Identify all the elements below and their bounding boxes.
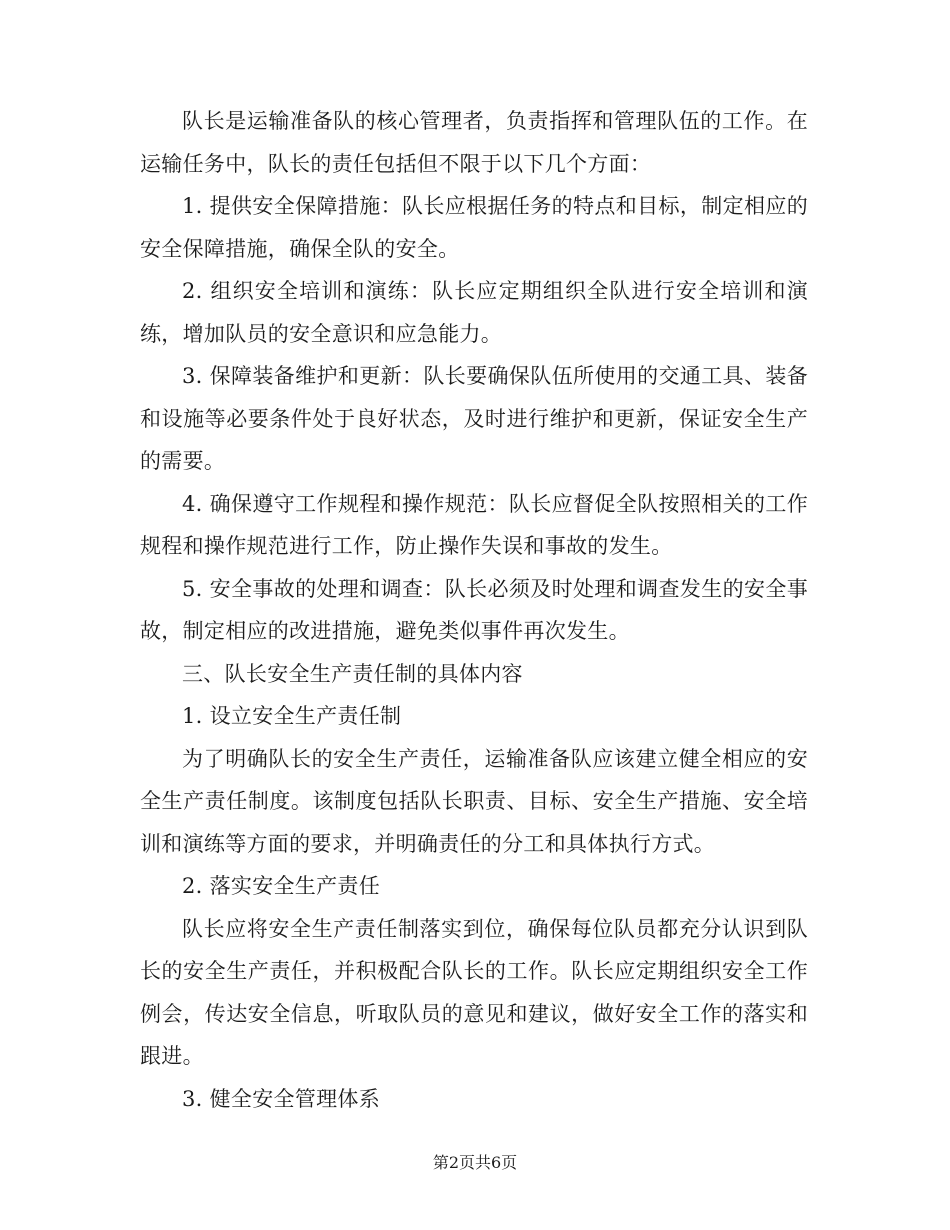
paragraph-intro: 队长是运输准备队的核心管理者，负责指挥和管理队伍的工作。在运输任务中，队长的责任包括但不限于以下几个方面：	[140, 109, 808, 176]
subsection-body-2: 队长应将安全生产责任制落实到位，确保每位队员都充分认识到队长的安全生产责任，并积极配合队长的工作。队长应定期组织安全工作例会，传达安全信息，听取队员的意见和建议，做好安全工作的落实和跟进。	[140, 916, 808, 1068]
subsection-body-1: 为了明确队长的安全生产责任，运输准备队应该建立健全相应的安全生产责任制度。该制度包括队长职责、目标、安全生产措施、安全培训和演练等方面的要求，并明确责任的分工和具体执行方式。	[140, 746, 808, 856]
section-heading: 三、队长安全生产责任制的具体内容	[182, 661, 523, 686]
list-item-2: 2. 组织安全培训和演练：队长应定期组织全队进行安全培训和演练，增加队员的安全意识和应急能力。	[140, 279, 808, 346]
subsection-heading-2: 2. 落实安全生产责任	[182, 874, 381, 898]
subsection-heading-1: 1. 设立安全生产责任制	[182, 704, 402, 728]
list-item-1: 1. 提供安全保障措施：队长应根据任务的特点和目标，制定相应的安全保障措施，确保全队的安全。	[140, 194, 808, 261]
list-item-3: 3. 保障装备维护和更新：队长要确保队伍所使用的交通工具、装备和设施等必要条件处于良好状态，及时进行维护和更新，保证安全生产的需要。	[140, 364, 808, 473]
subsection-heading-3: 3. 健全安全管理体系	[182, 1086, 381, 1111]
list-item-5: 5. 安全事故的处理和调查：队长必须及时处理和调查发生的安全事故，制定相应的改进措施，避免类似事件再次发生。	[140, 576, 808, 643]
document-body	[140, 100, 808, 1120]
list-item-4: 4. 确保遵守工作规程和操作规范：队长应督促全队按照相关的工作规程和操作规范进行工作，防止操作失误和事故的发生。	[140, 491, 808, 558]
page-number: 第2页共6页	[432, 1153, 518, 1172]
